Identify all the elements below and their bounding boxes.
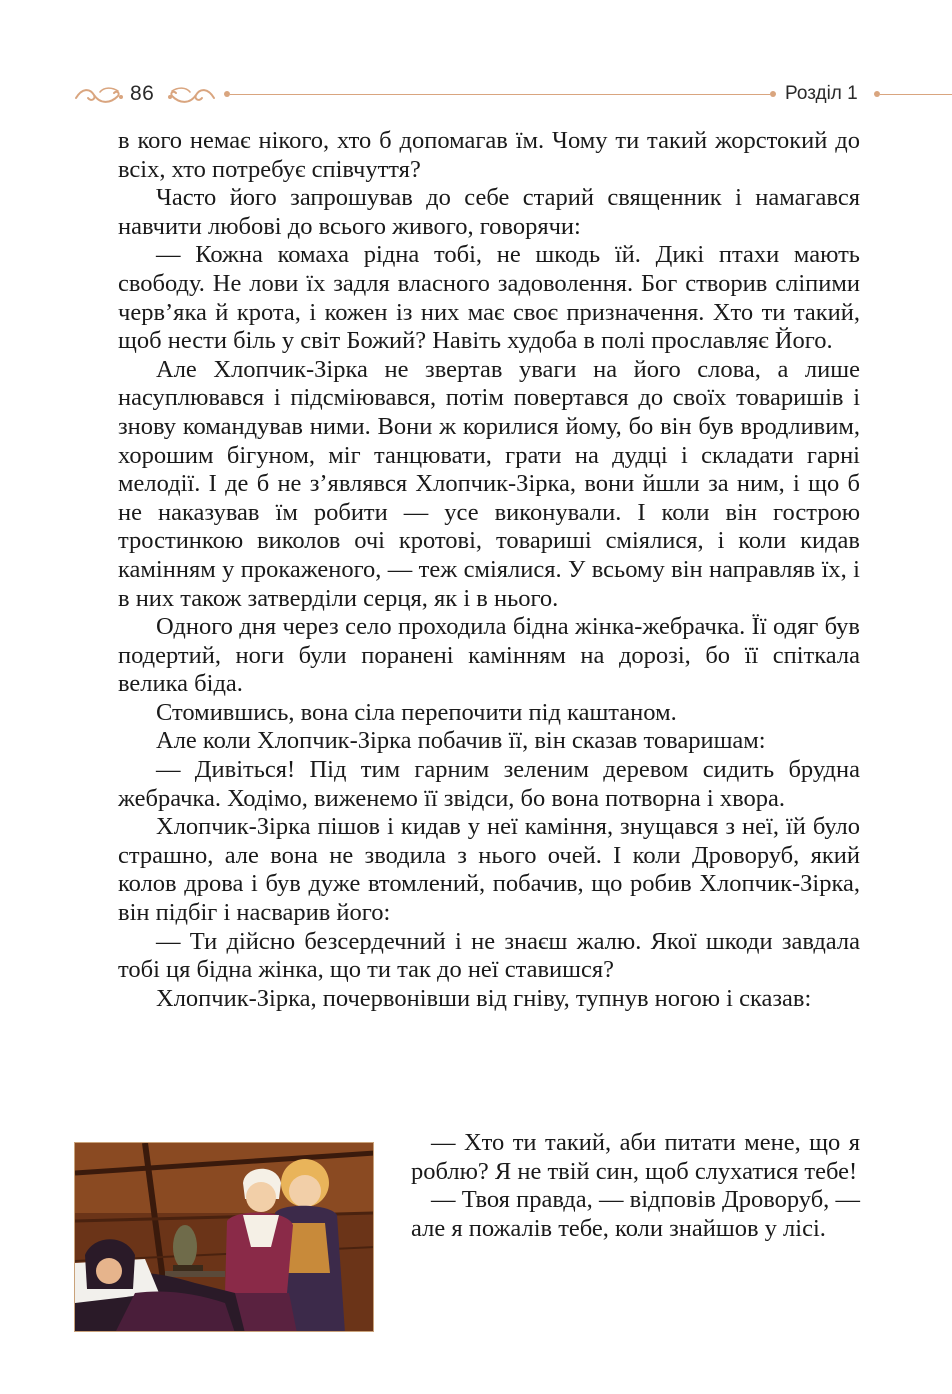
header-rule-dot: [770, 91, 776, 97]
paragraph: Часто його запрошував до себе старий священник і намагався навчити любові до всього живого, говорячи:: [118, 184, 860, 240]
section-title: Розділ 1: [785, 83, 858, 104]
paragraph: — Твоя правда, — відповів Дроворуб, — але я пожалів тебе, коли знайшов у лісі.: [411, 1186, 860, 1242]
paragraph: Але коли Хлопчик-Зірка побачив її, він сказав товаришам:: [156, 727, 766, 755]
paragraph: Але Хлопчик-Зірка не звертав уваги на його слова, а лише насуплювався і підсміювався, потім повертався до своїх товаришів і знову командував ними. Вони ж корилися йому, бо він був вродливим, хорошим бігуном, міг танцювати, грати на дудці і складати гарні мелодії. І де б не з’являвся Хлопчик-Зірка, вони йшли за ним, і що б не наказував їм робити — усе виконували. І коли він гострою тростинкою виколов очі кротові, товариші сміялися, і коли кидав камінням у прокаженого, — теж сміялися. У всьому він направляв їх, і в них також затверділи серця, як і в нього.: [118, 355, 860, 612]
page-number: 86: [130, 82, 155, 105]
side-text: [411, 1129, 860, 1243]
paragraph: — Дивіться! Під тим гарним зеленим деревом сидить брудна жебрачка. Ходімо, виженемо її звідси, бо вона потворна і хвора.: [118, 756, 860, 812]
illustration-image: [75, 1143, 374, 1332]
header-rule: [230, 94, 770, 95]
paragraph: — Ти дійсно безсердечний і не знаєш жалю. Якої шкоди завдала тобі ця бідна жінка, що ти так до неї ставишся?: [118, 927, 860, 984]
page-header: [0, 78, 952, 112]
paragraph: Хлопчик-Зірка пішов і кидав у неї каміння, знущався з неї, їй було страшно, але вона не зводила з нього очей. І коли Дроворуб, який колов дрова і був дуже втомлений, побачив, що робив Хлопчик-Зірка, він підбіг і насварив його:: [118, 813, 860, 927]
ornament-right-icon: [168, 84, 216, 106]
paragraph: Стомившись, вона сіла перепочити під каштаном.: [156, 698, 677, 726]
illustration: [74, 1142, 374, 1332]
paragraph: — Хто ти такий, аби питати мене, що я роблю? Я не твій син, щоб слухатися тебе!: [411, 1129, 860, 1185]
main-text: [118, 127, 860, 1013]
paragraph: Хлопчик-Зірка, почервонівши від гніву, тупнув ногою і сказав:: [156, 984, 812, 1012]
header-rule: [880, 94, 952, 95]
paragraph: Одного дня через село проходила бідна жінка-жебрачка. Її одяг був подертий, ноги були поранені камінням на дорозі, бо її спіткала велика біда.: [118, 613, 860, 698]
paragraph: — Кожна комаха рідна тобі, не шкодь їй. Дикі птахи мають свободу. Не лови їх задля власного задоволення. Бог створив сліпими черв’яка й крота, і кожен із них має своє призначення. Хто ти такий, щоб нести біль у світ Божий? Навіть худоба в полі прославляє Його.: [118, 241, 860, 355]
paragraph: в кого немає нікого, хто б допомагав їм. Чому ти такий жорстокий до всіх, хто потребує співчуття?: [118, 127, 860, 183]
ornament-left-icon: [74, 84, 124, 106]
